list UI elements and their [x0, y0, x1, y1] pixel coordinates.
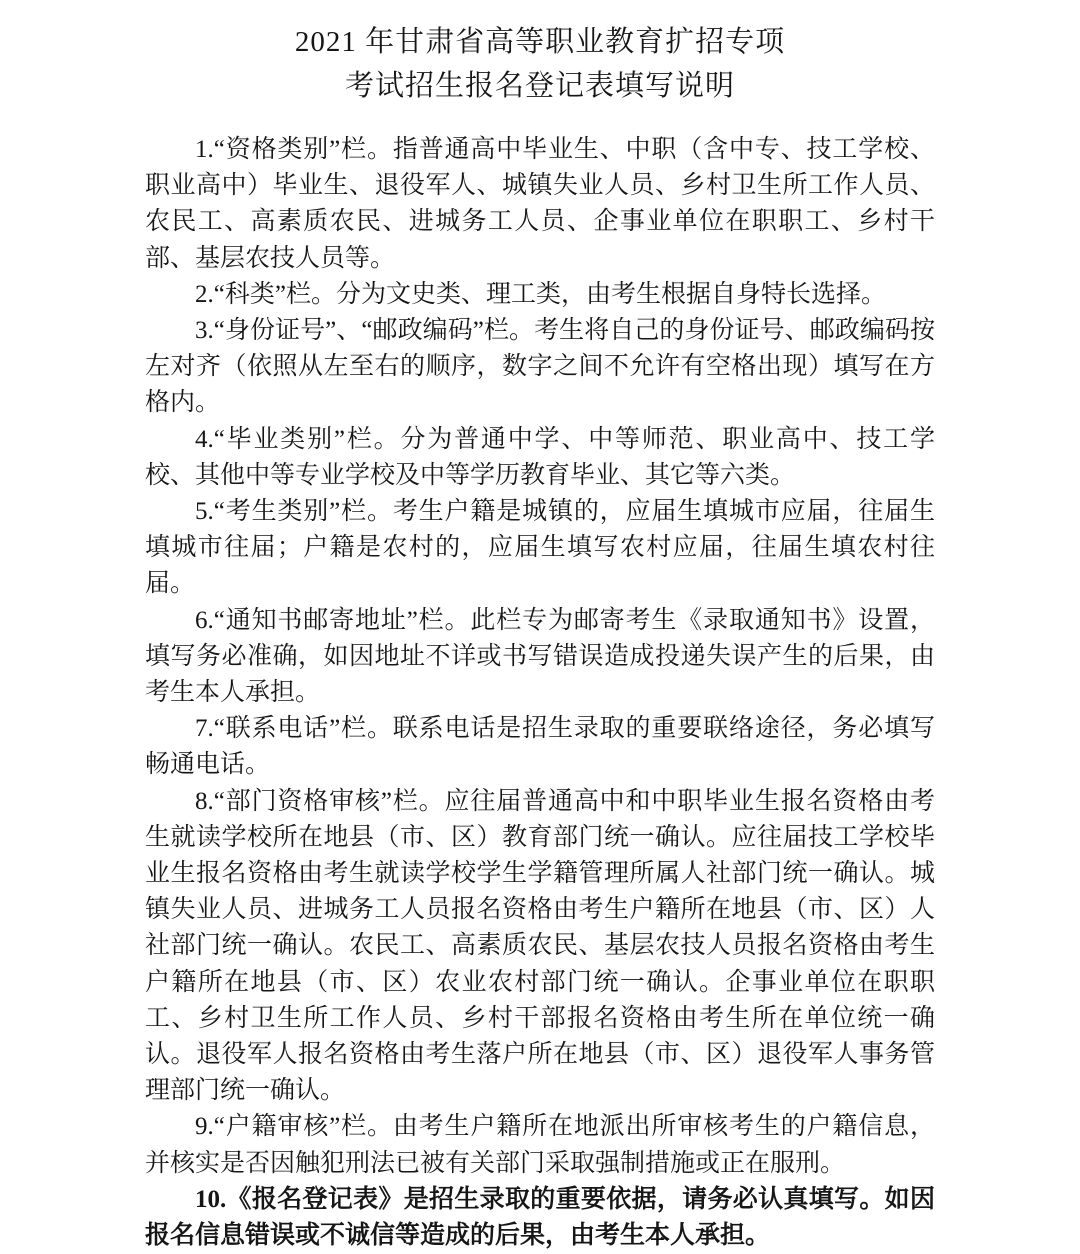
paragraph-5: 5.“考生类别”栏。考生户籍是城镇的，应届生填城市应届，往届生填城市往届；户籍是农村的，应届生填写农村应届，往届生填农村往届。 — [145, 498, 935, 598]
title-line-2: 考试招生报名登记表填写说明 — [344, 70, 735, 102]
paragraph-4: 4.“毕业类别”栏。分为普通中学、中等师范、职业高中、技工学校、其他中等专业学校及中等学历教育毕业、其它等六类。 — [145, 425, 935, 489]
paragraph-6: 6.“通知书邮寄地址”栏。此栏专为邮寄考生《录取通知书》设置，填写务必准确，如因地址不详或书写错误造成投递失误产生的后果，由考生本人承担。 — [145, 606, 935, 707]
paragraph-7: 7.“联系电话”栏。联系电话是招生录取的重要联络途径，务必填写畅通电话。 — [145, 715, 935, 779]
title-line-1: 2021 年甘肃省高等职业教育扩招专项 — [294, 26, 786, 58]
paragraph-10: 10.《报名登记表》是招生录取的重要依据，请务必认真填写。如因报名信息错误或不诚信等造成的后果，由考生本人承担。 — [145, 1185, 935, 1250]
paragraph-9: 9.“户籍审核”栏。由考生户籍所在地派出所审核考生的户籍信息，并核实是否因触犯刑法已被有关部门采取强制措施或正在服刑。 — [145, 1113, 935, 1177]
paragraph-2: 2.“科类”栏。分为文史类、理工类，由考生根据自身特长选择。 — [195, 280, 886, 308]
document-body — [145, 132, 935, 1254]
paragraph-8: 8.“部门资格审核”栏。应往届普通高中和中职毕业生报名资格由考生就读学校所在地县（市、区）教育部门统一确认。应往届技工学校毕业生报名资格由考生就读学校学生学籍管理所属人社部门统一确认。城镇失业人员、进城务工人员报名资格由考生户籍所在地县（市、区）人社部门统一确认。农民工、高素质农民、基层农技人员报名资格由考生户籍所在地县（市、区）农业农村部门统一确认。企事业单位在职职工、乡村卫生所工作人员、乡村干部报名资格由考生所在单位统一确认。退役军人报名资格由考生落户所在地县（市、区）退役军人事务管理部门统一确认。 — [145, 787, 935, 1105]
paragraph-1: 1.“资格类别”栏。指普通高中毕业生、中职（含中专、技工学校、职业高中）毕业生、退役军人、城镇失业人员、乡村卫生所工作人员、农民工、高素质农民、进城务工人员、企事业单位在职职工、乡村干部、基层农技人员等。 — [145, 136, 935, 272]
document-title — [145, 20, 935, 108]
paragraph-3: 3.“身份证号”、“邮政编码”栏。考生将自己的身份证号、邮政编码按左对齐（依照从左至右的顺序，数字之间不允许有空格出现）填写在方格内。 — [145, 317, 935, 417]
